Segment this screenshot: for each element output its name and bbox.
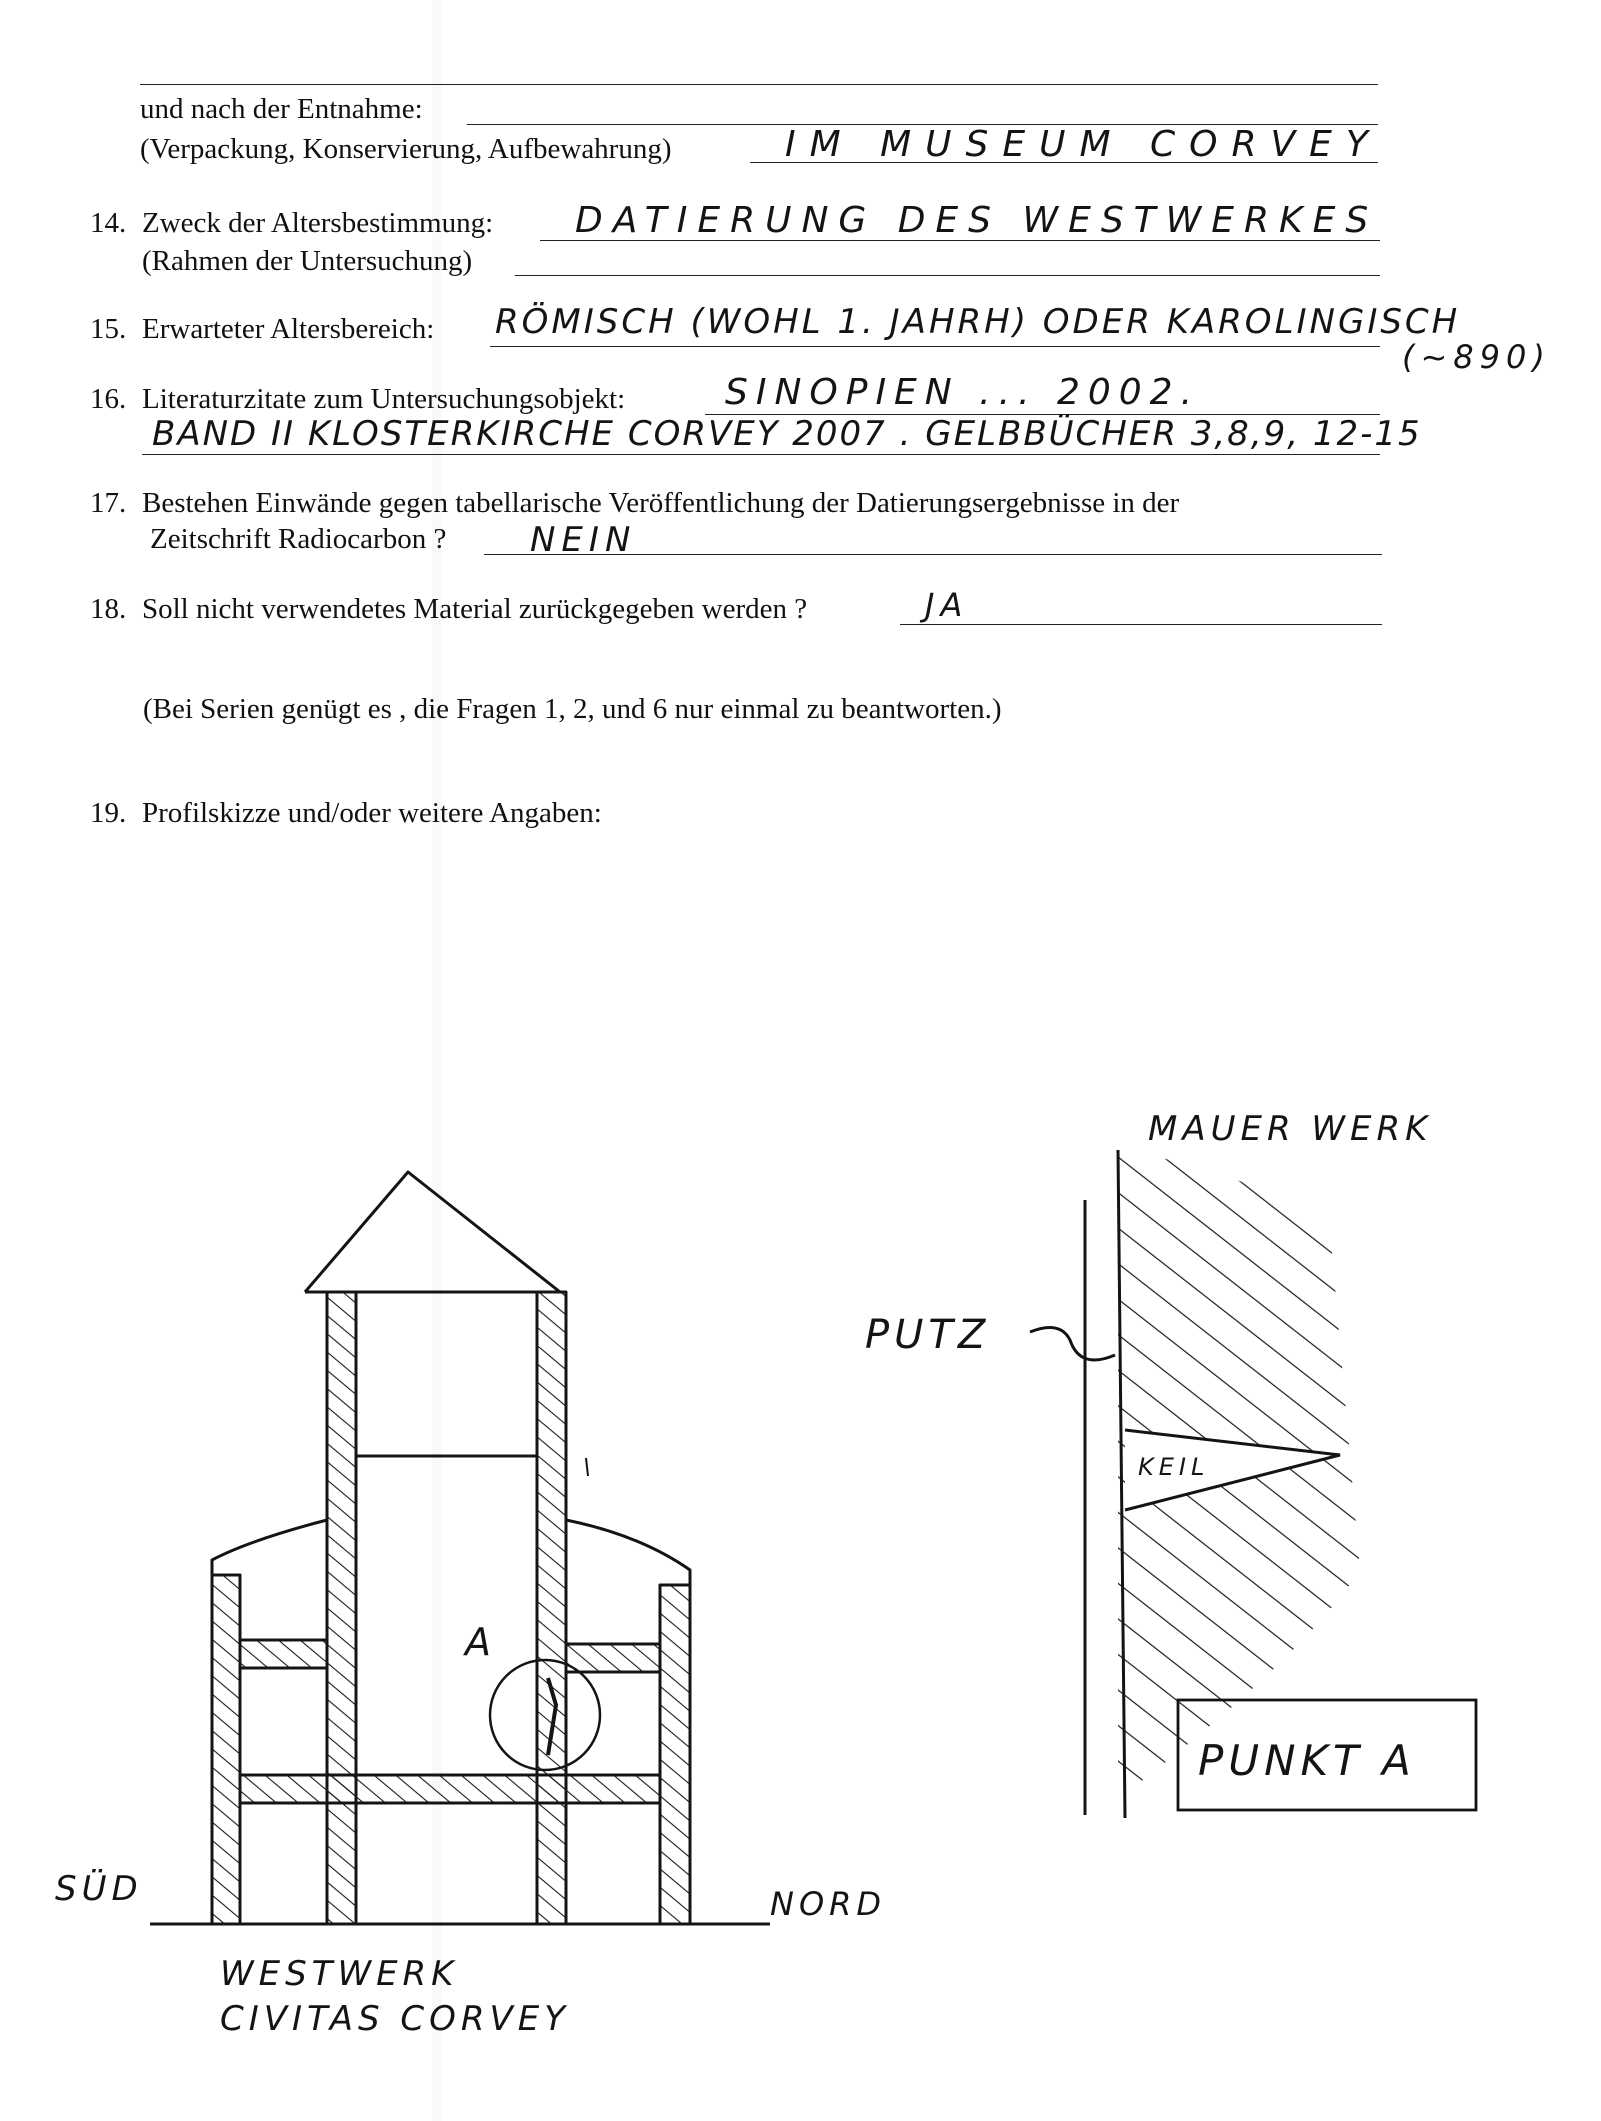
wing-floor-right-upper — [566, 1644, 660, 1672]
q19-label: 19. Profilskizze und/oder weitere Angaben: — [90, 797, 602, 829]
wing-left-roof — [212, 1520, 327, 1575]
caption-westwerk: WESTWERK — [220, 1954, 459, 1994]
q16-label: 16. Literaturzitate zum Untersuchungsobjekt: — [90, 383, 626, 415]
series-note: (Bei Serien genügt es , die Fragen 1, 2, und 6 nur einmal zu beantworten.) — [143, 693, 1002, 725]
wing-floor-left-upper — [240, 1640, 327, 1668]
q17-answer: NEIN — [530, 520, 637, 560]
q18-label: 18. Soll nicht verwendetes Material zurückgegeben werden ? — [90, 593, 808, 625]
q17-label2: Zeitschrift Radiocarbon ? — [150, 523, 447, 555]
caption-civitas: CIVITAS CORVEY — [220, 1999, 570, 2039]
wing-wall-left — [212, 1575, 240, 1924]
tower-wall-left — [327, 1292, 356, 1924]
q14-answer: DATIERUNG DES WESTWERKES — [575, 200, 1379, 241]
label-sud: SÜD — [55, 1869, 143, 1909]
q15-label: 15. Erwarteter Altersbereich: — [90, 313, 435, 345]
q15-answer-note: (~890) — [1402, 338, 1551, 376]
label-a: A — [465, 1620, 496, 1664]
aufbewahrung-answer: IM MUSEUM CORVEY — [785, 124, 1382, 165]
q14-sublabel: (Rahmen der Untersuchung) — [142, 245, 473, 277]
q14-label: 14. Zweck der Altersbestimmung: — [90, 207, 494, 239]
label-putz: PUTZ — [865, 1312, 991, 1358]
label-punkt-a: PUNKT A — [1198, 1736, 1416, 1785]
q16-answer-line1: SINOPIEN ... 2002. — [725, 372, 1201, 413]
tower-wall-right — [537, 1292, 566, 1924]
putz-arrow — [1030, 1328, 1115, 1361]
aufbewahrung-label: (Verpackung, Konservierung, Aufbewahrung) — [140, 133, 672, 165]
label-nord: NORD — [770, 1885, 886, 1923]
wing-wall-right — [660, 1585, 690, 1924]
q17-label1: 17. Bestehen Einwände gegen tabellarische Veröffentlichung der Datierungsergebnisse in der — [90, 487, 1180, 519]
label-mauerwerk: MAUER WERK — [1148, 1109, 1433, 1149]
q15-answer: RÖMISCH (WOHL 1. JAHRH) ODER KAROLINGISCH — [495, 302, 1461, 342]
westwerk-drawing — [150, 1172, 770, 1924]
tower-roof — [305, 1172, 560, 1292]
tick-mark — [586, 1458, 588, 1476]
main-floor-beam — [240, 1775, 660, 1803]
detail-drawing — [1030, 1150, 1476, 1818]
q16-answer-line2: BAND II KLOSTERKIRCHE CORVEY 2007 . GELBBÜCHER 3,8,9, 12-15 — [152, 414, 1422, 454]
wing-right-roof — [566, 1520, 690, 1585]
label-keil: KEIL — [1138, 1453, 1210, 1481]
entnahme-label: und nach der Entnahme: — [140, 93, 423, 125]
q18-answer: JA — [925, 586, 969, 624]
